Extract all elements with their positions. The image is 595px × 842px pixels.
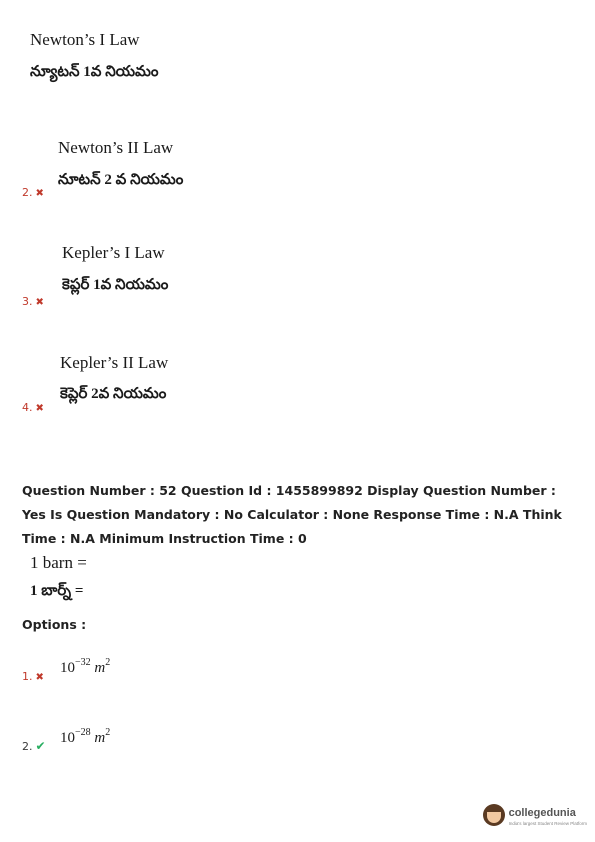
- answer-option-2-number: [22, 739, 46, 753]
- option-number-label: 2.: [22, 186, 33, 199]
- option-number-label: 1.: [22, 670, 33, 683]
- options-label: Options :: [22, 617, 87, 632]
- option-number-label: 3.: [22, 295, 33, 308]
- unit-exponent: 2: [105, 657, 111, 668]
- option-4-english: Kepler’s II Law: [60, 353, 169, 372]
- logo-tagline: India's largest Student Review Platform: [508, 821, 587, 826]
- question-english: 1 barn =: [30, 553, 87, 572]
- mascot-icon: [483, 804, 505, 826]
- option-4-telugu: కెప్లెర్ 2వ నియమం: [60, 386, 167, 402]
- answer-option-1-number: [22, 670, 44, 683]
- check-icon: ✔: [35, 739, 46, 753]
- answer-option-2-value: [60, 727, 110, 747]
- option-number-label: 4.: [22, 401, 33, 414]
- option-3-telugu: కెప్లర్ 1వ నియమం: [62, 277, 169, 293]
- option-4-number: [22, 401, 44, 414]
- option-2-english: Newton’s II Law: [58, 138, 174, 157]
- unit: m: [94, 660, 106, 676]
- option-2-number: [22, 186, 44, 199]
- unit-exponent: 2: [105, 727, 111, 738]
- option-number-label: 2.: [22, 740, 33, 753]
- option-1-english: Newton’s I Law: [30, 30, 140, 49]
- answer-option-1-value: [60, 657, 110, 677]
- collegedunia-logo: [483, 803, 587, 826]
- base: 10: [60, 730, 75, 746]
- cross-icon: ✖: [35, 297, 44, 308]
- base: 10: [60, 660, 75, 676]
- option-3-number: [22, 295, 44, 308]
- cross-icon: ✖: [35, 672, 44, 683]
- unit: m: [94, 730, 106, 746]
- question-metadata: Question Number : 52 Question Id : 1455899892 Display Question Number : Yes Is Question Mandatory : No Calculator : None Response Time : N.A Think Time : N.A Minimum Instruction Time : 0: [22, 483, 562, 546]
- exponent: −28: [75, 727, 91, 738]
- option-1-telugu: న్యూటన్ 1వ నియమం: [30, 64, 159, 80]
- cross-icon: ✖: [35, 188, 44, 199]
- option-3-english: Kepler’s I Law: [62, 243, 165, 262]
- question-telugu: 1 బార్న్ =: [30, 583, 84, 599]
- exponent: −32: [75, 657, 91, 668]
- option-2-telugu: నూటన్ 2 వ నియమం: [58, 172, 184, 188]
- cross-icon: ✖: [35, 403, 44, 414]
- logo-name: collegedunia: [508, 807, 576, 819]
